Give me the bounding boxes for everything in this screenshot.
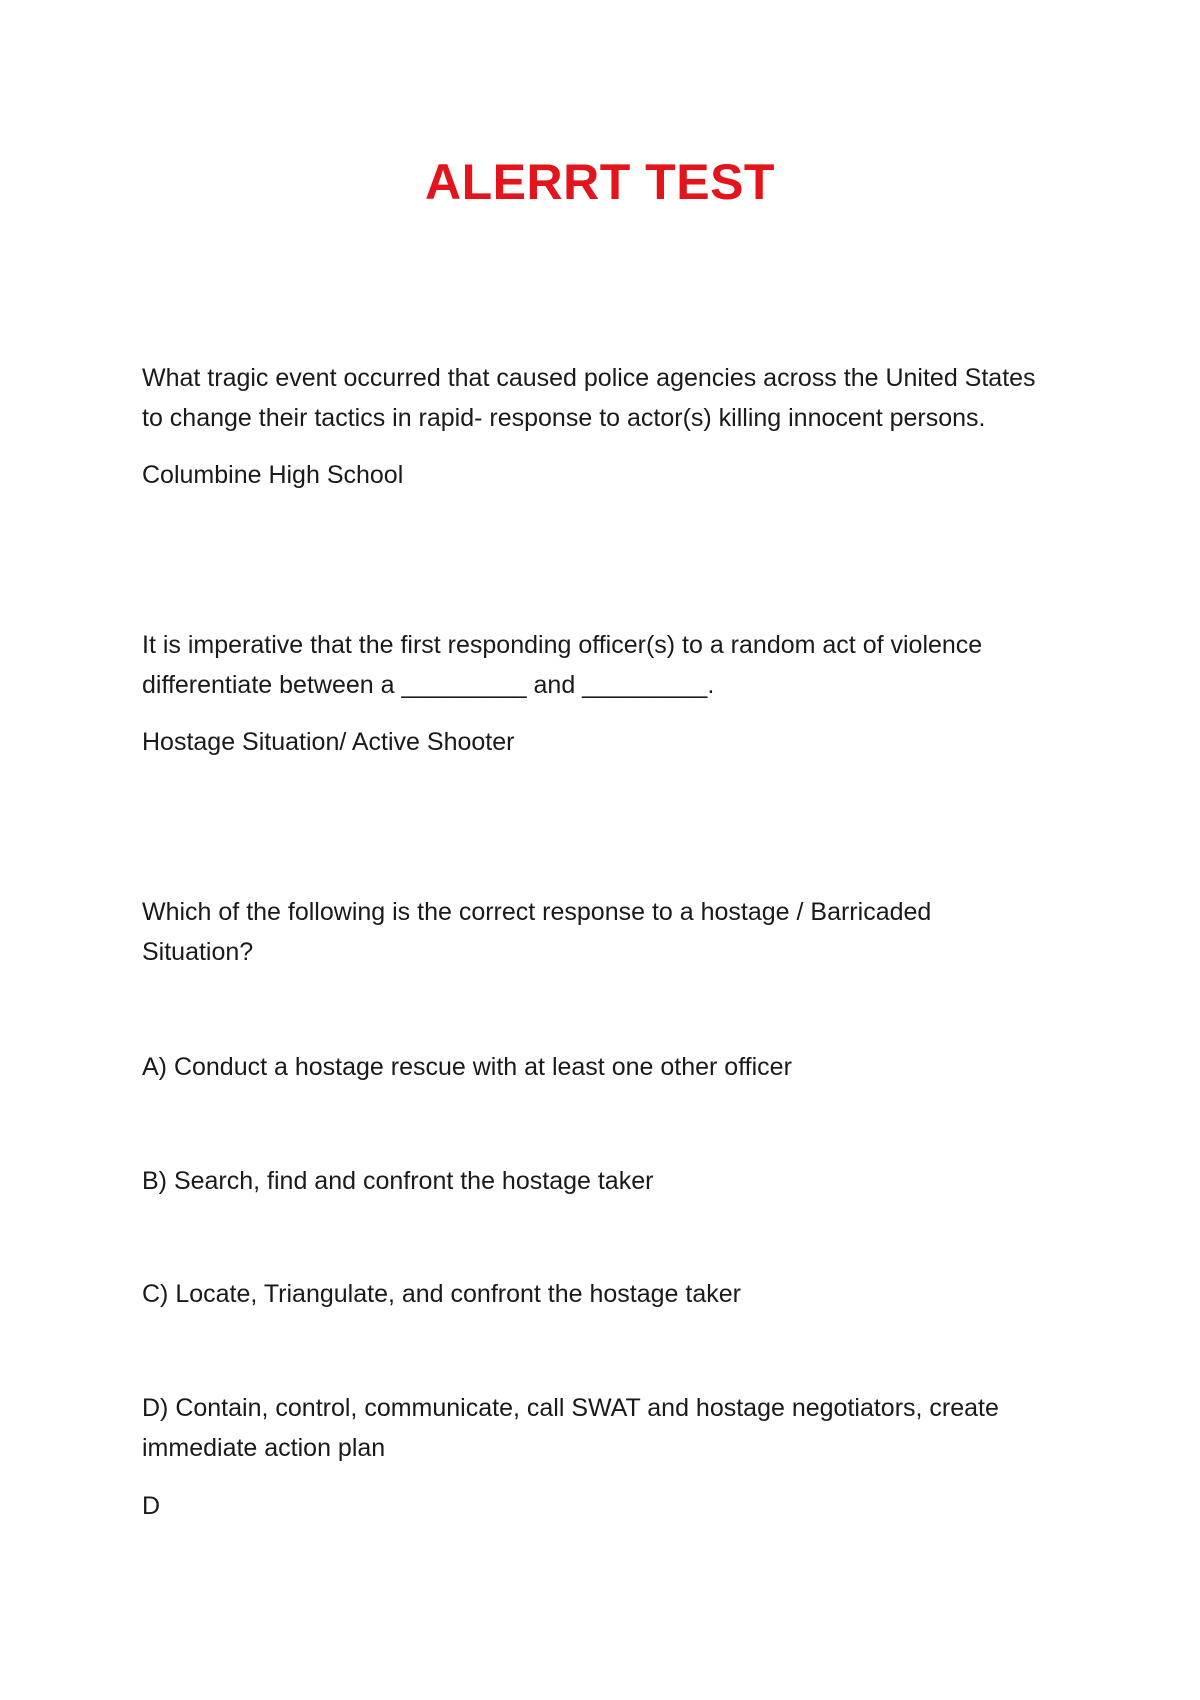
question-1-line-2: to change their tactics in rapid- response to actor(s) killing innocent persons. [142,404,986,432]
option-d-line-2: immediate action plan [142,1434,386,1462]
option-a-line-1: A) Conduct a hostage rescue with at least one other officer [142,1053,792,1081]
question-1-answer: Columbine High School [142,461,404,489]
question-3-option-d [142,1388,1062,1468]
question-2-text [142,625,1062,705]
question-2-line-1: It is imperative that the first responding officer(s) to a random act of violence [142,631,983,659]
question-3-option-b [142,1161,1062,1201]
question-3-option-a [142,1047,1062,1087]
question-1-line-1: What tragic event occurred that caused police agencies across the United States [142,364,1036,392]
option-b-line-1: B) Search, find and confront the hostage taker [142,1167,654,1195]
question-1-text [142,358,1062,438]
option-d-line-1: D) Contain, control, communicate, call SWAT and hostage negotiators, create [142,1394,999,1422]
question-3-option-c [142,1274,1062,1314]
page-title: ALERRT TEST [425,154,775,210]
question-3-line-1: Which of the following is the correct response to a hostage / Barricaded [142,898,932,926]
question-3-line-2: Situation? [142,938,254,966]
option-c-line-1: C) Locate, Triangulate, and confront the hostage taker [142,1280,741,1308]
question-3-text [142,892,1062,972]
question-3-answer: D [142,1492,161,1520]
question-2-answer: Hostage Situation/ Active Shooter [142,728,515,756]
question-2-line-2: differentiate between a _________ and _________. [142,671,715,699]
